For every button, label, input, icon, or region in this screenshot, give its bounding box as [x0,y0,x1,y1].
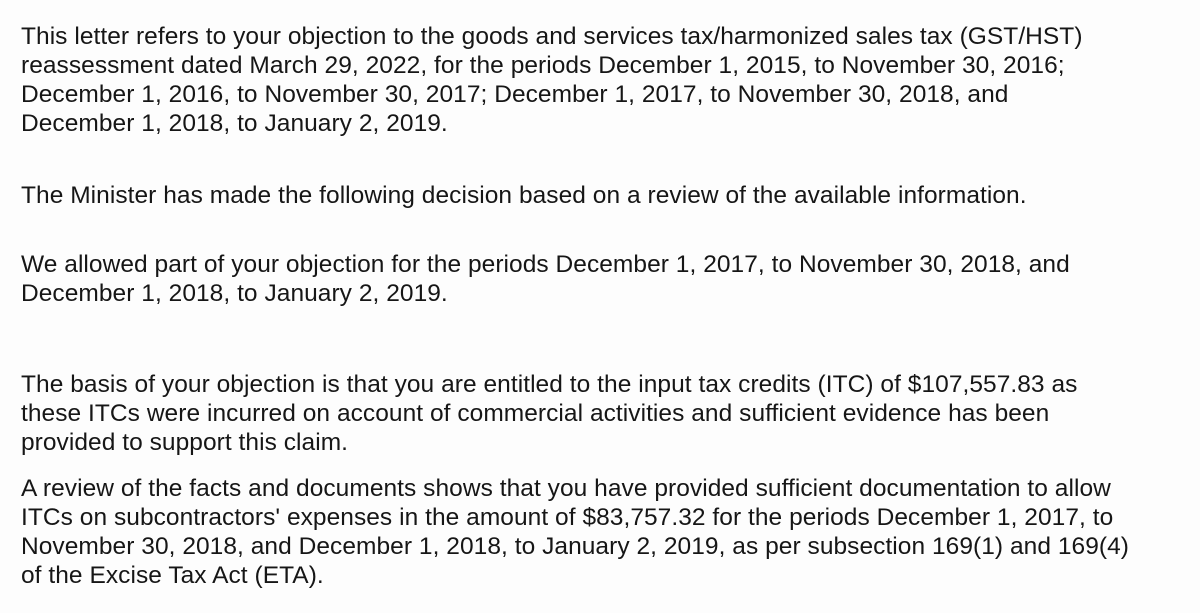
paragraph-allowed-objection [21,250,1070,308]
text-line: The basis of your objection is that you are entitled to the input tax credits (ITC) of $107,557.83 as [21,371,1078,398]
text-line: provided to support this claim. [21,429,349,456]
text-line: December 1, 2016, to November 30, 2017; December 1, 2017, to November 30, 2018, and [21,81,1009,108]
text-line: December 1, 2018, to January 2, 2019. [21,280,448,307]
text-line: of the Excise Tax Act (ETA). [21,562,324,589]
text-line: these ITCs were incurred on account of commercial activities and sufficient evidence has been [21,400,1050,427]
paragraph-objection-basis [21,370,1077,457]
text-line: The Minister has made the following decision based on a review of the available information. [21,182,1027,209]
paragraph-objection-reference [21,22,1083,138]
text-line: This letter refers to your objection to the goods and services tax/harmonized sales tax (GST/HST) [21,23,1083,50]
text-line: reassessment dated March 29, 2022, for the periods December 1, 2015, to November 30, 2016; [21,52,1065,79]
text-line: December 1, 2018, to January 2, 2019. [21,110,448,137]
text-line: We allowed part of your objection for the periods December 1, 2017, to November 30, 2018, and [21,251,1070,278]
text-line: ITCs on subcontractors' expenses in the amount of $83,757.32 for the periods December 1, 2017, to [21,504,1114,531]
text-line: November 30, 2018, and December 1, 2018, to January 2, 2019, as per subsection 169(1) and 169(4) [21,533,1129,560]
paragraph-review-findings [21,474,1129,590]
text-line: A review of the facts and documents shows that you have provided sufficient documentation to allow [21,475,1111,502]
paragraph-minister-decision [21,181,1027,210]
